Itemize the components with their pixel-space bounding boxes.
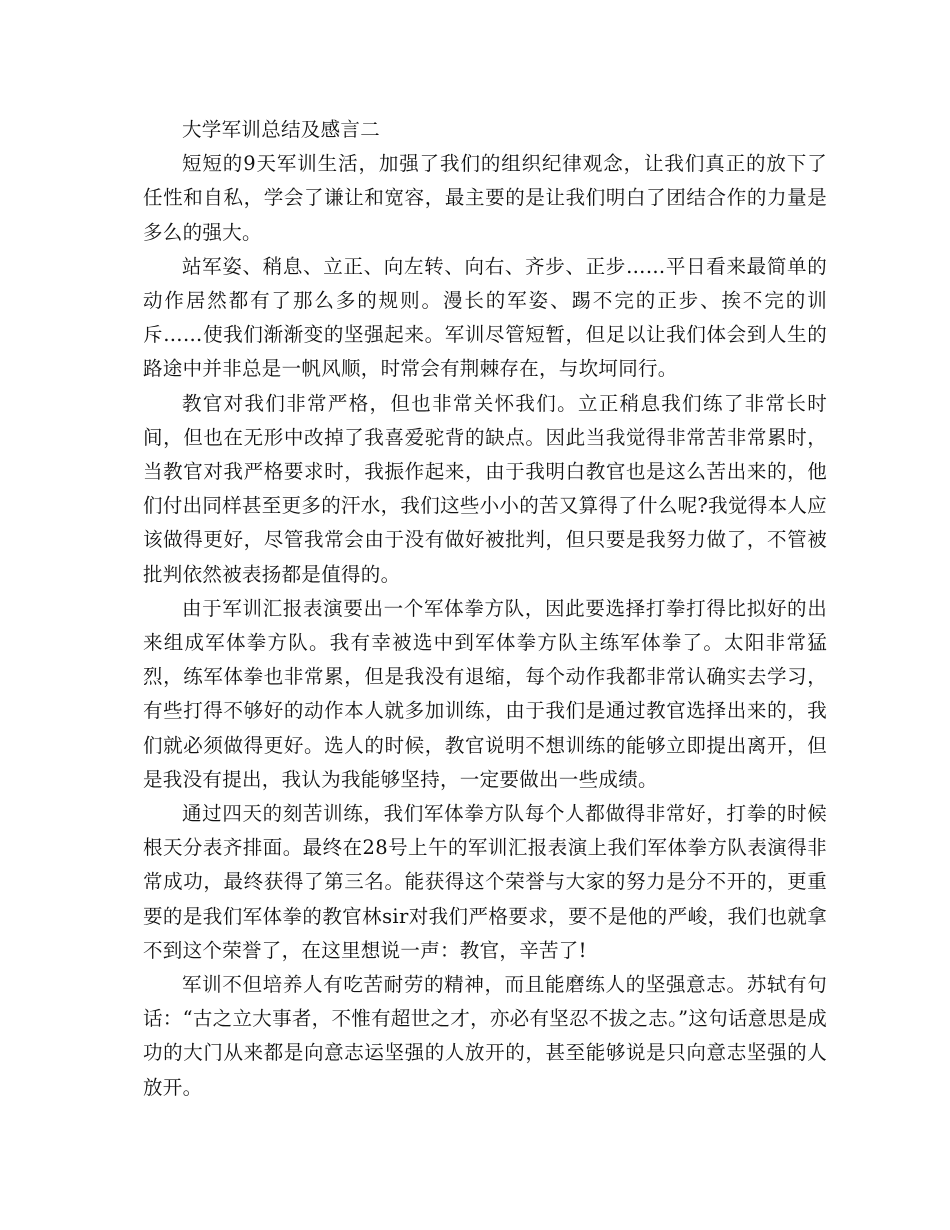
paragraph: 站军姿、稍息、立正、向左转、向右、齐步、正步……平日看来最简单的动作居然都有了那么多的规则。漫长的军姿、踢不完的正步、挨不完的训斥……使我们渐渐变的坚强起来。军训尽管短暂，但足以让我们体会到人生的路途中并非总是一帆风顺，时常会有荆棘存在，与坎坷同行。: [143, 254, 827, 381]
paragraph: 教官对我们非常严格，但也非常关怀我们。立正稍息我们练了非常长时间，但也在无形中改掉了我喜爱驼背的缺点。因此当我觉得非常苦非常累时，当教官对我严格要求时，我振作起来，由于我明白教官也是这么苦出来的，他们付出同样甚至更多的汗水，我们这些小小的苦又算得了什么呢?我觉得本人应该做得更好，尽管我常会由于没有做好被批判，但只要是我努力做了，不管被批判依然被表扬都是值得的。: [143, 391, 827, 586]
paragraph: 军训不但培养人有吃苦耐劳的精神，而且能磨练人的坚强意志。苏轼有句话：“古之立大事者，不惟有超世之才，亦必有坚忍不拔之志。”这句话意思是成功的大门从来都是向意志运坚强的人放开的，甚至能够说是只向意志坚强的人放开。: [143, 973, 827, 1099]
document-body: [143, 113, 827, 1105]
paragraph: 短短的9天军训生活，加强了我们的组织纪律观念，让我们真正的放下了任性和自私，学会了谦让和宽容，最主要的是让我们明白了团结合作的力量是多么的强大。: [143, 152, 827, 244]
paragraph: 由于军训汇报表演要出一个军体拳方队，因此要选择打拳打得比拟好的出来组成军体拳方队。我有幸被选中到军体拳方队主练军体拳了。太阳非常猛烈，练军体拳也非常累，但是我没有退缩，每个动作我都非常认确实去学习，有些打得不够好的动作本人就多加训练，由于我们是通过教官选择出来的，我们就必须做得更好。选人的时候，教官说明不想训练的能够立即提出离开，但是我没有提出，我认为我能够坚持，一定要做出一些成绩。: [143, 596, 827, 791]
document-title: 大学军训总结及感言二: [182, 118, 381, 141]
paragraph: 通过四天的刻苦训练，我们军体拳方队每个人都做得非常好，打拳的时候根天分表齐排面。最终在28号上午的军训汇报表演上我们军体拳方队表演得非常成功，最终获得了第三名。能获得这个荣誉与大家的努力是分不开的，更重要的是我们军体拳的教官林sir对我们严格要求，要不是他的严峻，我们也就拿不到这个荣誉了，在这里想说一声：教官，辛苦了!: [143, 802, 827, 962]
